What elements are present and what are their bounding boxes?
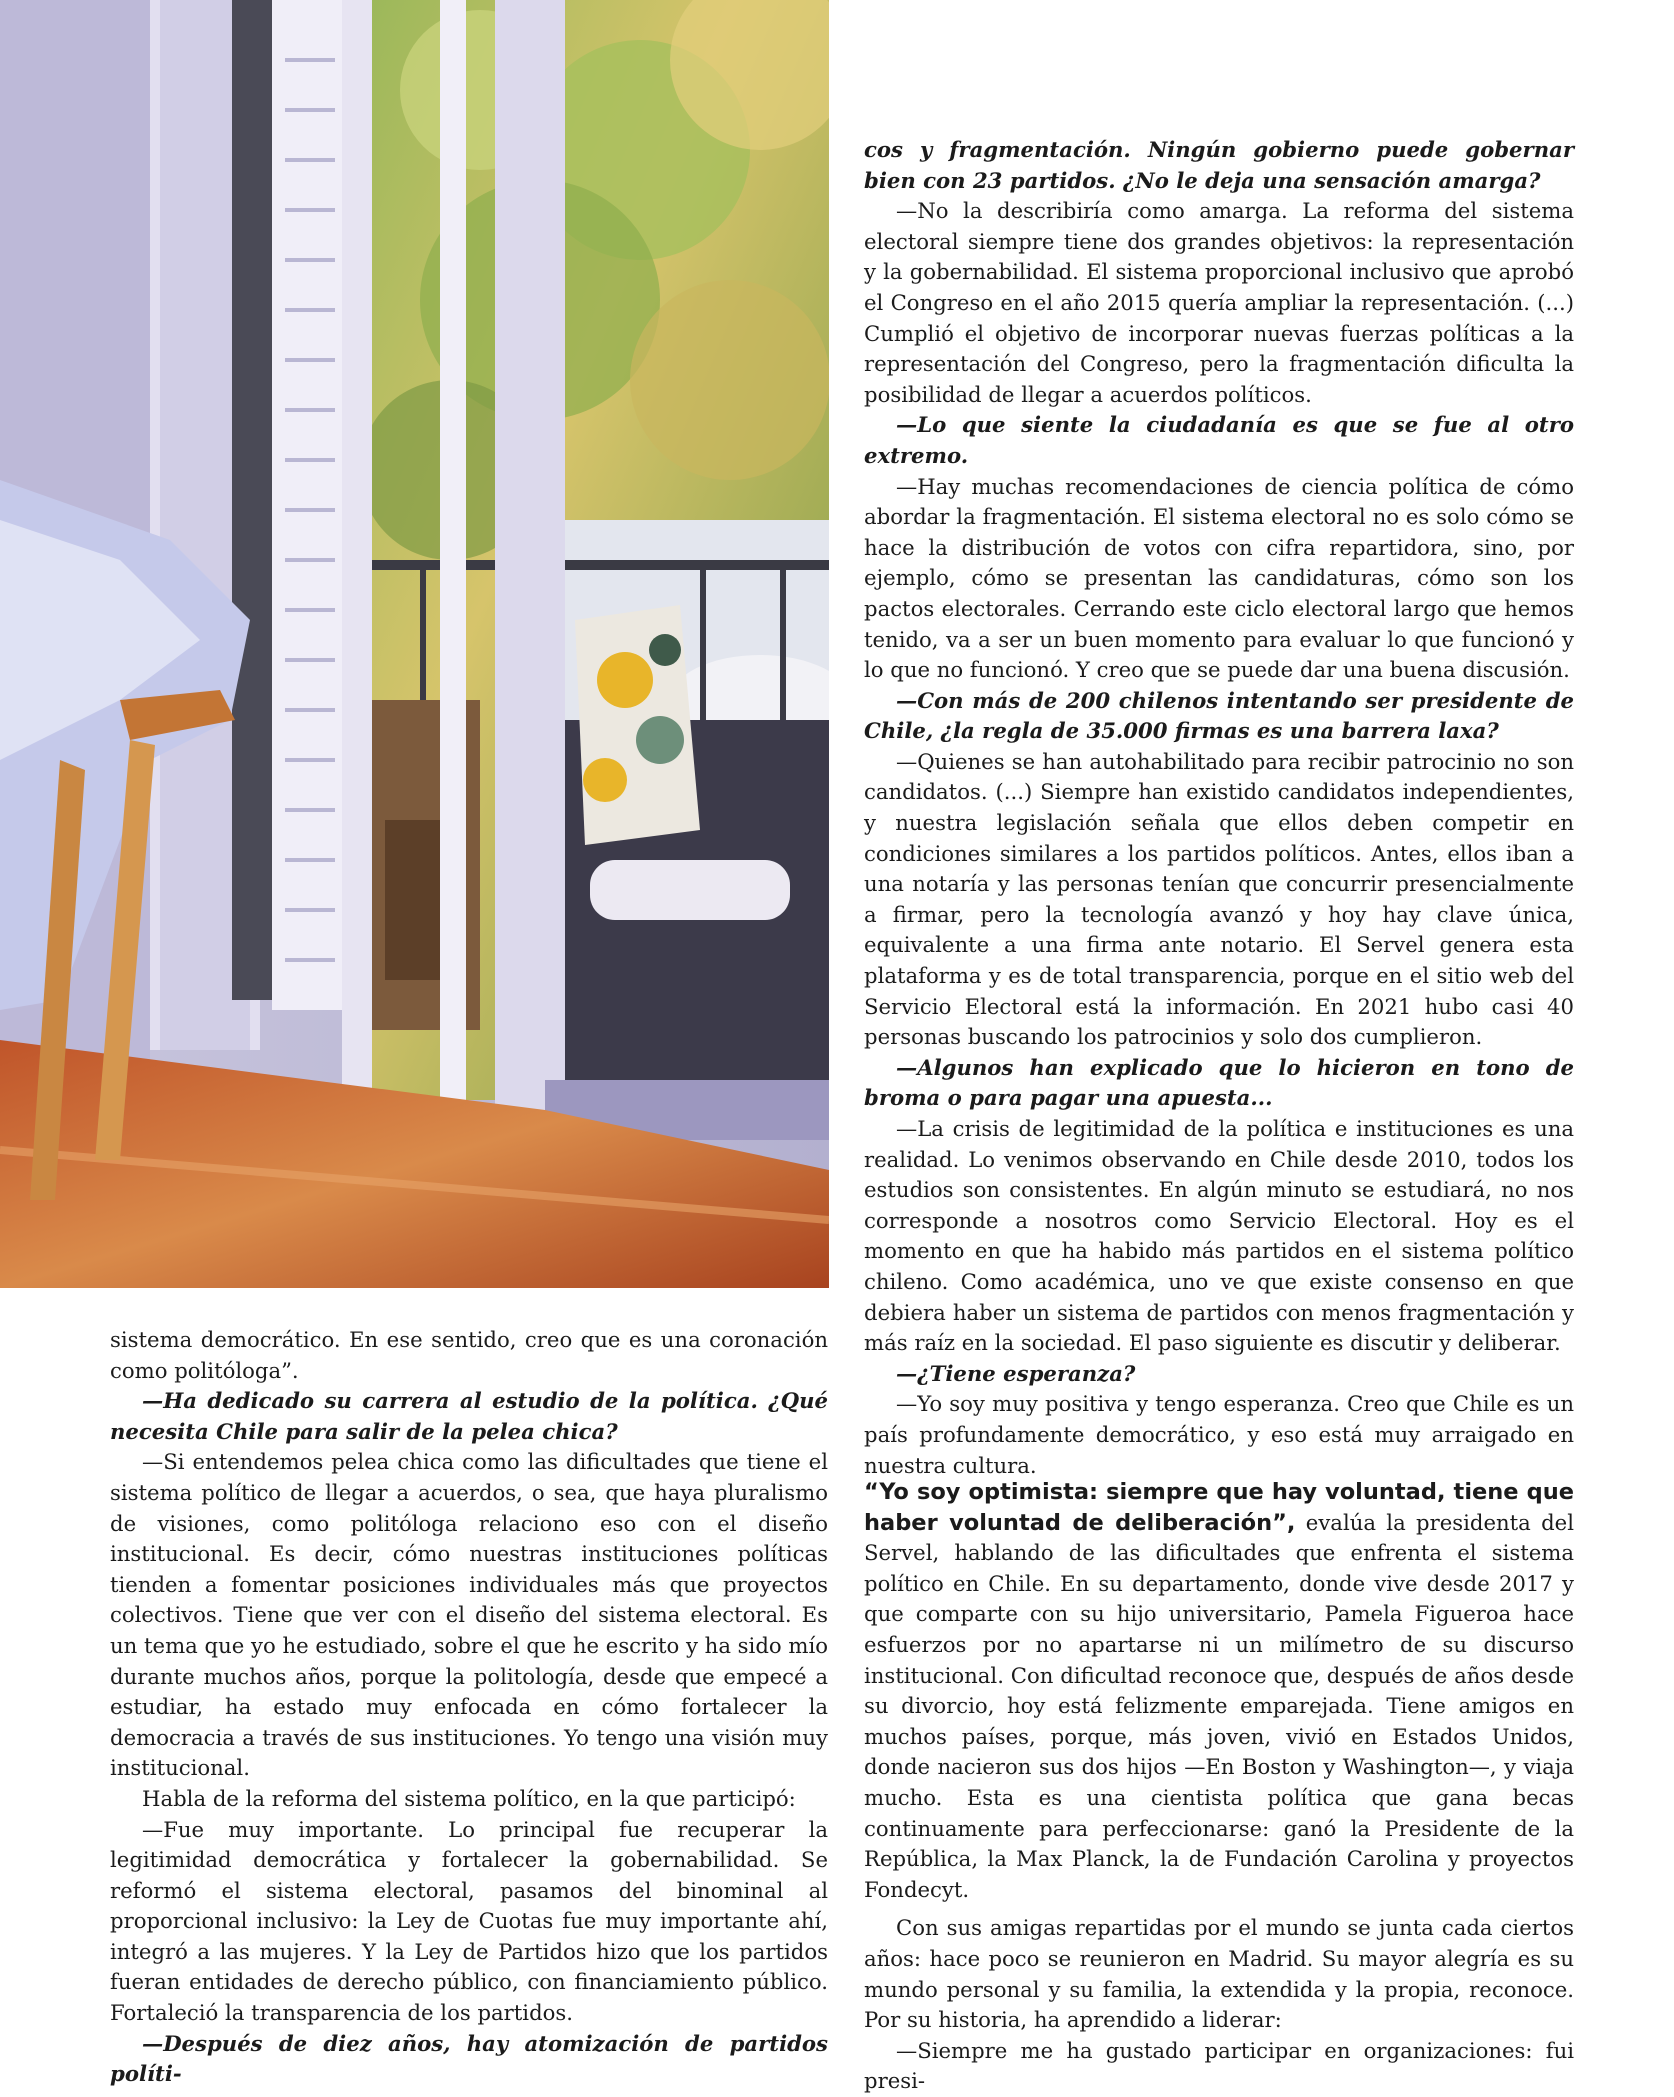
interview-answer: —Quienes se han autohabilitado para recibir patrocinio no son candidatos. (...) Siempre han existido candidatos independientes, y nuestra legislación señala que ellos deben competir en condiciones similares a los partidos políticos. Antes, ellos iban a una notaría y las personas tenían que concurrir presencialmente a firmar, pero la tecnología avanzó y hoy hay clave única, equivalente a una firma ante notario. El Servel genera esta plataforma y es de total transparencia, porque en el sitio web del Servicio Electoral está la información. En 2021 hubo casi 40 personas buscando los patrocinios y solo dos cumplieron. [864, 748, 1574, 1050]
body-paragraph: sistema democrático. En ese sentido, creo que es una coronación como politóloga”. [110, 1327, 828, 1383]
photo-balcony-icon [0, 0, 829, 1288]
body-paragraph: Habla de la reforma del sistema político, en la que participó: [142, 1785, 796, 1811]
interview-question: —Después de diez años, hay atomización de partidos políti- [110, 2030, 828, 2087]
interview-answer: —Si entendemos pelea chica como las dificultades que tiene el sistema político de llegar a acuerdos, o sea, que haya pluralismo de visiones, como politóloga relaciono eso con el diseño institucional. Es decir, cómo nuestras instituciones políticas tienden a fomentar posiciones individuales más que proyectos colectivos. Tiene que ver con el diseño del sistema electoral. Es un tema que yo he estudiado, sobre el que he escrito y ha sido mío durante muchos años, porque la politología, desde que empecé a estudiar, ha estado muy enfocada en cómo fortalecer la democracia a través de sus instituciones. Yo tengo una visión muy institucional. [110, 1449, 829, 1781]
article-column-right [864, 135, 1574, 1481]
interview-answer: —La crisis de legitimidad de la política e instituciones es una realidad. Lo venimos observando en Chile desde 2010, todos los estudios son consistentes. En algún minuto se estudiará, no nos corresponde a nosotros como Servicio Electoral. Hoy es el momento en que ha habido más partidos en el sistema político chileno. Como académica, uno ve que existe consenso en que debiera haber un sistema de partidos con menos fragmentación y más raíz en la sociedad. El paso siguiente es discutir y deliberar. [864, 1116, 1574, 1356]
interview-answer: —Hay muchas recomendaciones de ciencia política de cómo abordar la fragmentación. El sistema electoral no es solo cómo se hace la distribución de votos con cifra repartidora, sino, por ejemplo, cómo se presentan las candidaturas, cómo son los pactos electorales. Cerrando este ciclo electoral largo que hemos tenido, va a ser un buen momento para evaluar lo que funcionó y lo que no funcionó. Y creo que se puede dar una buena discusión. [864, 473, 1574, 683]
interview-question: —¿Tiene esperanza? [896, 1360, 1136, 1386]
interview-answer: —Siempre me ha gustado participar en organizaciones: fui presi- [864, 2037, 1574, 2094]
pull-quote-paragraph [864, 1477, 1574, 1905]
pull-quote-body: evalúa la presidenta del Servel, hablando de las dificultades que enfrenta el sistema político en Chile. En su departamento, donde vive desde 2017 y que comparte con su hijo universitario, Pamela Figueroa hace esfuerzos por no apartarse ni un milímetro de su discurso institucional. Con dificultad reconoce que, después de años desde su divorcio, hoy está felizmente emparejada. Tiene amigos en muchos países, porque, más joven, vivió en Estados Unidos, donde nacieron sus dos hijos —En Boston y Washington—, y viaja mucho. Esta es una cientista política que gana becas continuamente para perfeccionarse: ganó la Presidente de la República, la Max Planck, la de Fundación Carolina y proyectos Fondecyt. [864, 1509, 1574, 1902]
article-photo [0, 0, 829, 1288]
article-column-right-lower [864, 1477, 1574, 2097]
interview-question: cos y fragmentación. Ningún gobierno puede gobernar bien con 23 partidos. ¿No le deja una sensación amarga? [864, 137, 1574, 193]
article-column-left [110, 1325, 828, 2090]
interview-question: —Lo que siente la ciudadanía es que se fue al otro extremo. [864, 412, 1574, 468]
pull-quote: “Yo soy optimista: siempre que hay voluntad, tiene que haber voluntad de deliberación”, [864, 1479, 1574, 1536]
interview-question: —Con más de 200 chilenos intentando ser presidente de Chile, ¿la regla de 35.000 firmas es una barrera laxa? [864, 687, 1574, 744]
body-paragraph: Con sus amigas repartidas por el mundo se junta cada ciertos años: hace poco se reunieron en Madrid. Su mayor alegría es su mundo personal y su familia, la extendida y la propia, reconoce. Por su historia, ha aprendido a liderar: [864, 1915, 1574, 2033]
interview-answer: —Yo soy muy positiva y tengo esperanza. Creo que Chile es un país profundamente democrático, y eso está muy arraigado en nuestra cultura. [864, 1391, 1574, 1478]
interview-answer: —Fue muy importante. Lo principal fue recuperar la legitimidad democrática y fortalecer la gobernabilidad. Se reformó el sistema electoral, pasamos del binominal al proporcional inclusivo: la Ley de Cuotas fue muy importante ahí, integró a las mujeres. Y la Ley de Partidos hizo que los partidos fueran entidades de derecho público, con financiamiento público. Fortaleció la transparencia de los partidos. [110, 1816, 828, 2026]
interview-question: —Ha dedicado su carrera al estudio de la política. ¿Qué necesita Chile para salir de la pelea chica? [110, 1388, 828, 1444]
interview-answer: —No la describiría como amarga. La reforma del sistema electoral siempre tiene dos grandes objetivos: la representación y la gobernabilidad. El sistema proporcional inclusivo que aprobó el Congreso en el año 2015 quería ampliar la representación. (...) Cumplió el objetivo de incorporar nuevas fuerzas políticas a la representación del Congreso, pero la fragmentación dificulta la posibilidad de llegar a acuerdos políticos. [864, 198, 1574, 407]
interview-question: —Algunos han explicado que lo hicieron en tono de broma o para pagar una apuesta... [864, 1054, 1574, 1111]
